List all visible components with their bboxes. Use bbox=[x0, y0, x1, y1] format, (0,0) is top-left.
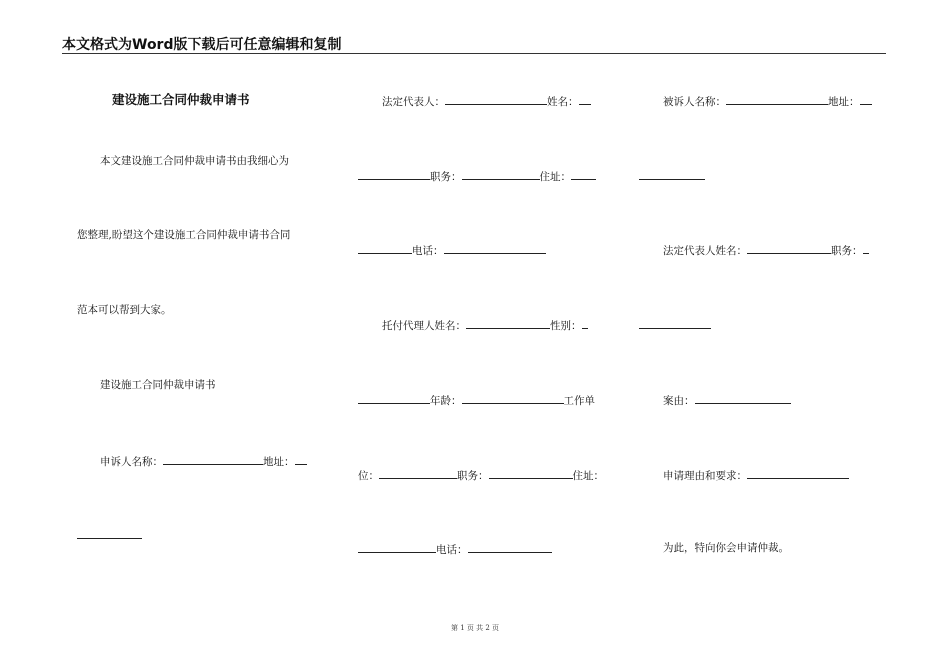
name-blank[interactable] bbox=[579, 93, 591, 105]
applicant-line bbox=[100, 453, 307, 469]
position2-blank[interactable] bbox=[489, 467, 573, 479]
applicant-address-blank[interactable] bbox=[295, 453, 307, 465]
gender-blank-2[interactable] bbox=[358, 392, 430, 404]
legal-rep-line bbox=[382, 93, 591, 109]
page-number: 第 1 页 共 2 页 bbox=[450, 624, 500, 632]
age-blank[interactable] bbox=[462, 392, 564, 404]
position2-label: 职务： bbox=[457, 470, 489, 482]
phone2-blank[interactable] bbox=[468, 541, 552, 553]
unit-suffix-label: 位： bbox=[358, 470, 379, 482]
residence-label: 住址： bbox=[539, 171, 571, 183]
agent-name-blank[interactable] bbox=[466, 317, 550, 329]
agent-line bbox=[382, 317, 588, 333]
reasons-line bbox=[663, 467, 849, 483]
applicant-name-blank[interactable] bbox=[163, 453, 263, 465]
respondent-address-label: 地址： bbox=[828, 96, 860, 108]
respondent-line bbox=[663, 93, 872, 109]
phone2-label: 电话： bbox=[436, 544, 468, 556]
applicant-address-continued bbox=[77, 527, 142, 543]
page-header bbox=[62, 34, 886, 54]
work-unit-label: 工作单 bbox=[563, 395, 595, 407]
agent-name-label: 托付代理人姓名： bbox=[382, 320, 466, 332]
residence-blank-2[interactable] bbox=[358, 242, 412, 254]
header-title: 本文格式为Word版下载后可任意编辑和复制 bbox=[62, 37, 342, 53]
age-line bbox=[358, 392, 595, 408]
respondent-name-blank[interactable] bbox=[726, 93, 828, 105]
subtitle: 建设施工合同仲裁申请书 bbox=[100, 379, 216, 391]
name-blank-2[interactable] bbox=[358, 168, 430, 180]
respondent-position-blank[interactable] bbox=[863, 242, 869, 254]
respondent-legal-rep-line bbox=[663, 242, 869, 258]
respondent-address-blank[interactable] bbox=[860, 93, 872, 105]
case-cause-line bbox=[663, 392, 791, 408]
age-label: 年龄： bbox=[430, 395, 462, 407]
position-blank[interactable] bbox=[462, 168, 540, 180]
reasons-blank[interactable] bbox=[747, 467, 849, 479]
legal-rep-name-blank[interactable] bbox=[747, 242, 831, 254]
work-unit-blank[interactable] bbox=[379, 467, 457, 479]
case-cause-label: 案由： bbox=[663, 395, 695, 407]
residence2-label: 住址： bbox=[572, 470, 604, 482]
phone-line bbox=[358, 242, 546, 258]
gender-blank[interactable] bbox=[582, 317, 588, 329]
closing-line: 为此，特向你会申请仲裁。 bbox=[663, 542, 789, 554]
position-label: 职务： bbox=[430, 171, 462, 183]
respondent-address-blank-2[interactable] bbox=[639, 168, 705, 180]
respondent-address-continued bbox=[639, 168, 705, 184]
reasons-label: 申请理由和要求： bbox=[663, 470, 747, 482]
case-cause-blank[interactable] bbox=[695, 392, 791, 404]
legal-rep-blank[interactable] bbox=[445, 93, 547, 105]
respondent-name-label: 被诉人名称： bbox=[663, 96, 726, 108]
gender-label: 性别： bbox=[550, 320, 582, 332]
position-line bbox=[358, 168, 596, 184]
applicant-address-label: 地址： bbox=[263, 456, 295, 468]
legal-rep-name-label: 法定代表人姓名： bbox=[663, 245, 747, 257]
residence-blank[interactable] bbox=[571, 168, 596, 180]
name-label: 姓名： bbox=[547, 96, 579, 108]
intro-line-1: 本文建设施工合同仲裁申请书由我细心为 bbox=[100, 155, 289, 167]
legal-rep-label: 法定代表人： bbox=[382, 96, 445, 108]
respondent-position-label: 职务： bbox=[831, 245, 863, 257]
phone2-line bbox=[358, 541, 552, 557]
applicant-name-label: 申诉人名称： bbox=[100, 456, 163, 468]
phone-label: 电话： bbox=[412, 245, 444, 257]
respondent-position-continued bbox=[639, 317, 711, 333]
respondent-position-blank-2[interactable] bbox=[639, 317, 711, 329]
residence2-blank[interactable] bbox=[358, 541, 436, 553]
document-title: 建设施工合同仲裁申请书 bbox=[112, 92, 250, 107]
intro-line-2: 您整理,盼望这个建设施工合同仲裁申请书合同 bbox=[77, 229, 291, 241]
unit-line bbox=[358, 467, 604, 483]
applicant-address-blank-2[interactable] bbox=[77, 527, 142, 539]
phone-blank[interactable] bbox=[444, 242, 546, 254]
intro-line-3: 范本可以帮到大家。 bbox=[77, 304, 172, 316]
